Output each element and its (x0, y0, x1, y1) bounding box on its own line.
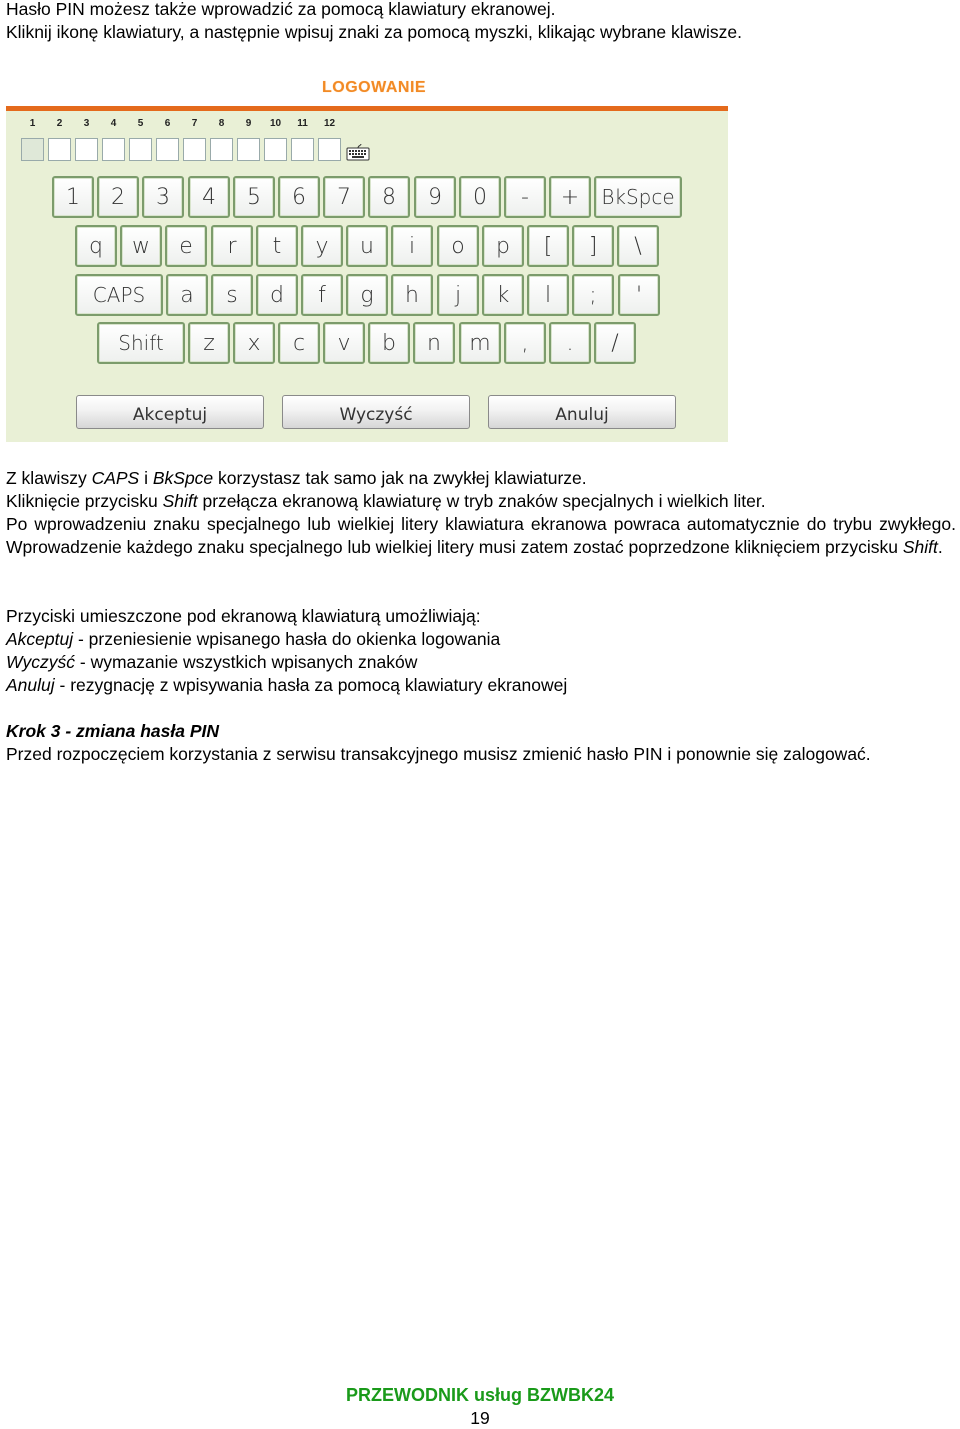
key-label: f (318, 282, 326, 308)
key-label: 2 (111, 184, 125, 210)
key-label: u (360, 233, 374, 259)
position-number: 4 (110, 118, 117, 129)
key-label: e (179, 233, 193, 259)
key-label: BkSpce (601, 185, 675, 209)
key-label: 4 (202, 184, 216, 210)
key-char[interactable] (391, 274, 433, 316)
key-char[interactable] (97, 176, 139, 218)
key-char[interactable] (256, 274, 298, 316)
key-label: 7 (337, 184, 351, 210)
special-char-note: Po wprowadzeniu znaku specjalnego lub wielkiej litery klawiatura ekranowa powraca automatycznie do trybu zwykłego. Wprowadzenie każdego znaku specjalnego lub wielkiej litery musi zatem zostać poprzedzone kliknięciem przycisku Shift. (6, 514, 956, 557)
key-label: y (315, 233, 329, 259)
key-label: b (382, 330, 396, 356)
key-char[interactable] (346, 274, 388, 316)
accept-desc: Akceptuj - przeniesienie wpisanego hasła do okienka logowania (6, 629, 501, 649)
key-char[interactable] (211, 225, 253, 267)
key-label: , (521, 330, 529, 356)
position-number: 7 (191, 118, 198, 129)
key-label: 3 (156, 184, 170, 210)
key-label: 0 (473, 184, 487, 210)
page-number: 19 (470, 1408, 490, 1428)
pin-cell[interactable] (75, 138, 98, 161)
key-char[interactable] (617, 225, 659, 267)
key-label: s (226, 282, 238, 308)
key-char[interactable] (504, 322, 546, 364)
key-label: m (469, 330, 491, 356)
key-label: 1 (66, 184, 80, 210)
key-char[interactable] (346, 225, 388, 267)
key-char[interactable] (166, 274, 208, 316)
key-char[interactable] (165, 225, 207, 267)
key-label: 6 (292, 184, 306, 210)
key-label: \ (634, 233, 642, 259)
key-char[interactable] (618, 274, 660, 316)
key-label: d (270, 282, 284, 308)
key-label: x (247, 330, 261, 356)
key-char[interactable] (211, 274, 253, 316)
accept-button[interactable]: Akceptuj (76, 395, 264, 429)
key-char[interactable] (368, 176, 410, 218)
key-char[interactable] (413, 322, 455, 364)
pin-cell[interactable] (318, 138, 341, 161)
position-number: 6 (164, 118, 171, 129)
key-label: - (521, 184, 529, 210)
key-char[interactable] (120, 225, 162, 267)
key-label: o (451, 233, 465, 259)
key-char[interactable] (52, 176, 94, 218)
key-label: ; (589, 282, 597, 308)
key-bkspce[interactable] (594, 176, 682, 218)
key-char[interactable] (142, 176, 184, 218)
key-char[interactable] (233, 322, 275, 364)
key-label: p (496, 233, 510, 259)
key-shift[interactable] (97, 322, 185, 364)
key-label: a (180, 282, 194, 308)
key-label: 5 (247, 184, 261, 210)
key-char[interactable] (278, 322, 320, 364)
key-label: ] (588, 233, 598, 259)
position-number: 9 (245, 118, 252, 129)
key-char[interactable] (278, 176, 320, 218)
key-label: w (132, 233, 150, 259)
key-label: 9 (428, 184, 442, 210)
key-label: q (89, 233, 103, 259)
key-label: + (560, 184, 580, 210)
position-number: 11 (297, 118, 308, 129)
pin-cell[interactable] (48, 138, 71, 161)
key-char[interactable] (188, 322, 230, 364)
key-label: l (544, 282, 552, 308)
key-char[interactable] (301, 274, 343, 316)
keyboard-icon[interactable] (346, 143, 370, 161)
key-label: t (272, 233, 282, 259)
step3-heading: Krok 3 - zmiana hasła PIN (6, 721, 219, 741)
key-label: n (427, 330, 441, 356)
pin-cell[interactable] (210, 138, 233, 161)
key-label: . (566, 330, 574, 356)
key-char[interactable] (594, 322, 636, 364)
key-char[interactable] (323, 322, 365, 364)
position-number: 2 (56, 118, 63, 129)
pin-cell[interactable] (264, 138, 287, 161)
key-char[interactable] (437, 225, 479, 267)
pin-cell[interactable] (237, 138, 260, 161)
key-label: [ (543, 233, 553, 259)
key-char[interactable] (391, 225, 433, 267)
key-char[interactable] (549, 322, 591, 364)
key-label: i (408, 233, 416, 259)
caps-bkspce-note: Z klawiszy CAPS i BkSpce korzystasz tak samo jak na zwykłej klawiaturze. (6, 468, 587, 488)
key-label: j (454, 282, 462, 308)
key-char[interactable] (368, 322, 410, 364)
position-number: 10 (269, 118, 282, 129)
key-label: ' (635, 282, 643, 308)
key-char[interactable] (414, 176, 456, 218)
key-label: k (496, 282, 510, 308)
key-char[interactable] (459, 322, 501, 364)
key-char[interactable] (256, 225, 298, 267)
key-char[interactable] (482, 274, 524, 316)
clear-button[interactable]: Wyczyść (282, 395, 470, 429)
position-number: 12 (323, 118, 336, 129)
footer-title: PRZEWODNIK usług BZWBK24 (346, 1385, 614, 1405)
intro-line-2: Kliknij ikonę klawiatury, a następnie wpisuj znaki za pomocą myszki, klikając wybrane klawisze. (6, 22, 742, 42)
key-label: v (337, 330, 351, 356)
pin-cell[interactable] (129, 138, 152, 161)
key-char[interactable] (572, 225, 614, 267)
clear-desc: Wyczyść - wymazanie wszystkich wpisanych znaków (6, 652, 418, 672)
key-char[interactable] (527, 225, 569, 267)
key-char[interactable] (323, 176, 365, 218)
key-label: Shift (118, 331, 164, 355)
key-label: / (611, 330, 619, 356)
key-char[interactable] (437, 274, 479, 316)
key-caps[interactable] (75, 274, 163, 316)
cancel-desc: Anuluj - rezygnację z wpisywania hasła za pomocą klawiatury ekranowej (6, 675, 568, 695)
step3-text: Przed rozpoczęciem korzystania z serwisu transakcyjnego musisz zmienić hasło PIN i ponownie się zalogować. (6, 744, 871, 764)
login-title: LOGOWANIE (322, 79, 427, 96)
buttons-intro: Przyciski umieszczone pod ekranową klawiaturą umożliwiają: (6, 606, 481, 626)
pin-cell[interactable] (102, 138, 125, 161)
pin-cell[interactable] (156, 138, 179, 161)
position-number: 1 (29, 118, 36, 129)
position-number: 8 (218, 118, 225, 129)
key-label: c (292, 330, 306, 356)
key-char[interactable] (549, 176, 591, 218)
pin-cell[interactable] (21, 138, 44, 161)
intro-line-1: Hasło PIN możesz także wprowadzić za pomocą klawiatury ekranowej. (6, 0, 556, 19)
key-char[interactable] (572, 274, 614, 316)
pin-cell[interactable] (183, 138, 206, 161)
key-char[interactable] (301, 225, 343, 267)
key-label: h (405, 282, 419, 308)
key-char[interactable] (233, 176, 275, 218)
key-char[interactable] (459, 176, 501, 218)
cancel-button[interactable]: Anuluj (488, 395, 676, 429)
shift-note: Kliknięcie przycisku Shift przełącza ekranową klawiaturę w tryb znaków specjalnych i wielkich liter. (6, 491, 766, 511)
key-char[interactable] (75, 225, 117, 267)
key-label: g (360, 282, 374, 308)
pin-cell[interactable] (291, 138, 314, 161)
key-label: CAPS (92, 283, 146, 307)
position-number: 3 (83, 118, 90, 129)
key-char[interactable] (527, 274, 569, 316)
key-label: 8 (382, 184, 396, 210)
position-number: 5 (137, 118, 144, 129)
key-label: r (227, 233, 237, 259)
key-char[interactable] (504, 176, 546, 218)
key-char[interactable] (188, 176, 230, 218)
key-char[interactable] (482, 225, 524, 267)
key-label: z (203, 330, 215, 356)
